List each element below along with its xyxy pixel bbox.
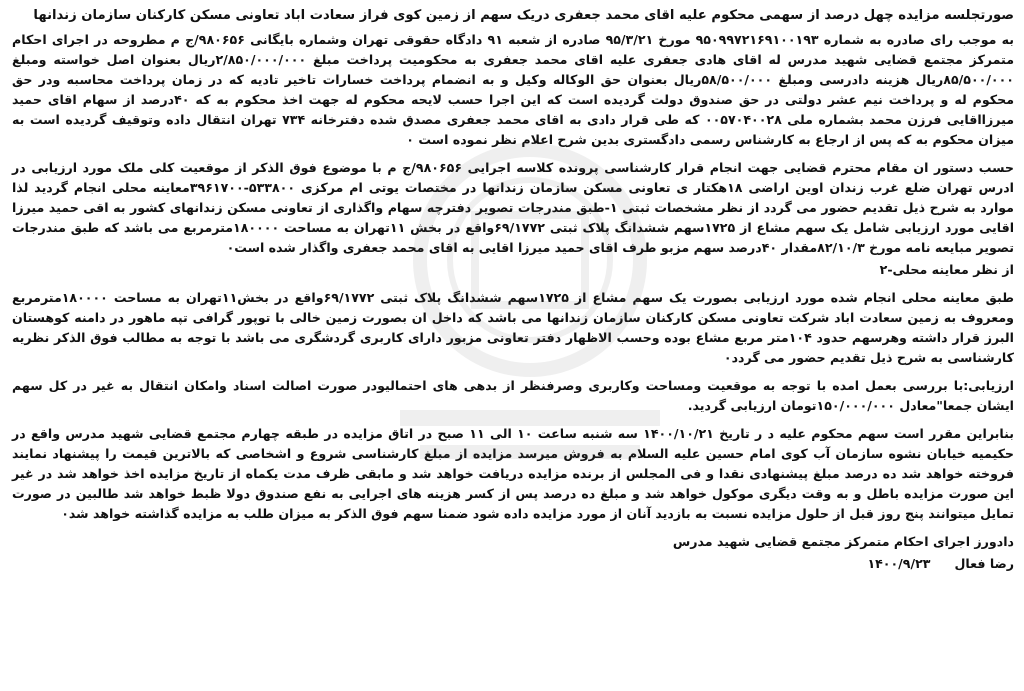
paragraph-site-inspection: طبق معاینه محلی انجام شده مورد ارزیابی بصورت یک سهم مشاع از ۱۷۲۵سهم ششدانگ پلاک ثبتی ۶۹/۱۷۷۲واقع در بخش۱۱تهران به مساحت ۱۸۰۰۰۰مترمربع ومعروف به زمین سعادت اباد شرکت تعاونی مسکن کارکنان سازمان زندانها می باشد که داخل ان بصورت زمین خالی با توپور گرافی تپه ماهور در دامنه کوهستان البرز قرار داشته وهرسهم حدود ۱۰۴متر مربع مشاع بوده وحسب الاظهار دفتر تعاونی مزبور دارای کاربری گردشگری می باشد با توجه به مطالب فوق الذکر نظریه کارشناسی به شرح ذیل تقدیم حضور می گردد۰ <box>12 290 1014 365</box>
document-title: صورتجلسه مزایده چهل درصد از سهمی محکوم علیه اقای محمد جعفری دریک سهم از زمین کوی فراز سعادت اباد تعاونی مسکن کارکنان سازمان زندانها <box>33 8 1014 23</box>
signature-row <box>12 554 1014 574</box>
paragraph-ruling: به موجب رای صادره به شماره ۹۵۰۹۹۷۲۱۶۹۱۰۰۱۹۳ مورخ ۹۵/۳/۲۱ صادره از شعبه ۹۱ دادگاه حقوقی تهران وشماره بایگانی ۹۸۰۶۵۶/ج م مطروحه در اجرای احکام متمرکز مجتمع قضایی شهید مدرس له اقای هادی جعفری علیه اقای محمد جعفری به محکومیت پرداخت مبلغ ۲/۸۵۰/۰۰۰/۰۰۰ریال بعنوان اصل خواسته ومبلغ ۸۵/۵۰۰/۰۰۰ریال هزینه دادرسی ومبلغ ۵۸/۵۰۰/۰۰۰ریال بعنوان حق الوکاله وکیل و به انضمام پرداخت خسارات تاخیر تادیه که در زمان پرداخت محاسبه ودر حق محکوم له و پرداخت نیم عشر دولتی در حق صندوق دولت گردیده است که این اجرا حسب لایحه محکوم له جهت اخذ محکوم به که ۴۰درصد از سهام اقای حمید میرزااقایی فرزن محمد بشماره ملی ۰۰۵۷۰۴۰۰۲۸ که طی قرار دادی به اقای محمد جعفری مصدق شده دفترخانه ۷۳۴ تهران انتقال داده وتوقیف گردیده است به میزان محکوم به که پس از ارجاع به کارشناس رسمی دادگستری بدین شرح اعلام نظر نموده است ۰ <box>12 32 1015 147</box>
paragraph-valuation: ارزیابی:با بررسی بعمل امده با توجه به موقعیت ومساحت وکاربری وصرفنظر از بدهی های احتمالیودر صورت اصالت اسناد وامکان انتقال به غیر در کل سهم ایشان جمعا"معادل ۱۵۰/۰۰۰/۰۰۰تومان ارزیابی گردید. <box>12 378 1014 413</box>
paragraph-auction-terms: بنابراین مقرر است سهم محکوم علیه د ر تاریخ ۱۴۰۰/۱۰/۲۱ سه شنبه ساعت ۱۰ الی ۱۱ صبح در اتاق مزایده در طبقه چهارم مجتمع قضایی شهید مدرس واقع در حکیمیه خیابان نشوه سازمان آب کوی امام حسین علیه السلام به فروش میرسد مزایده از مبلغ کارشناسی شروع و اشخاصی که بالاترین قیمت را پیشنهاد نمایند فروخته خواهد شد ده درصد مبلغ پیشنهادی نقدا و فی المجلس از برنده مزایده دریافت خواهد شد و مابقی ظرف مدت یکماه از تاریخ مزایده اخذ خواهد شد در غیر این صورت مزایده باطل و به وقت دیگری موکول خواهد شد و مبلغ ده درصد پس از کسر هزینه های اجرایی به نفع صندوق دولا ظبط خواهد شد طالبین در صورت تمایل میتوانند پنج روز قبل از حلول مزایده نسبت به بازدید آنان از مورد مزایده داده شود ضمنا سهم فوق الذکر به میزان طلب به مزایده گذاشته خواهد شد۰ <box>12 426 1015 521</box>
section-heading-site-inspection: از نظر معاینه محلی-۲ <box>879 262 1014 277</box>
paragraph-expert-order: حسب دستور ان مقام محترم قضایی جهت انجام قرار کارشناسی پرونده کلاسه اجرایی ۹۸۰۶۵۶/ج م با موضوع فوق الذکر از موقعیت کلی ملک مورد ارزیابی در ادرس تهران ضلع غرب زندان اوین اراضی ۱۸هکتار ی تعاونی مسکن سازمان زندانها در مختصات یوتی ام مرکزی ۵۳۳۸۰۰-۳۹۶۱۷۰۰معاینه محلی انجام گردید لذا موارد به شرح ذیل تقدیم حضور می گردد از نظر مشخصات ثبتی ۱-طبق مندرجات تصویر دفترچه سهام واگذاری از تعاونی مسکن زندانهای کشور به اقی حمید میرزا اقایی مورد ارزیابی شامل یک سهم مشاع از ۱۷۲۵سهم ششدانگ پلاک ثبتی ۶۹/۱۷۷۲واقع در بخش ۱۱تهران به مساحت ۱۸۰۰۰۰مترمربع می باشد که طبق مندرجات تصویر مبایعه نامه مورخ ۸۲/۱۰/۳مقدار ۴۰درصد سهم مزبو طرف اقای حمید میرزا اقایی به اقای محمد جعفری واگذار شده است۰ <box>12 160 1015 255</box>
signer-name: رضا فعال <box>954 556 1014 571</box>
issuer-line: دادورز اجرای احکام متمرکز مجتمع قضایی شهید مدرس <box>672 534 1014 549</box>
document-date: ۱۴۰۰/۹/۲۳ <box>867 556 931 571</box>
